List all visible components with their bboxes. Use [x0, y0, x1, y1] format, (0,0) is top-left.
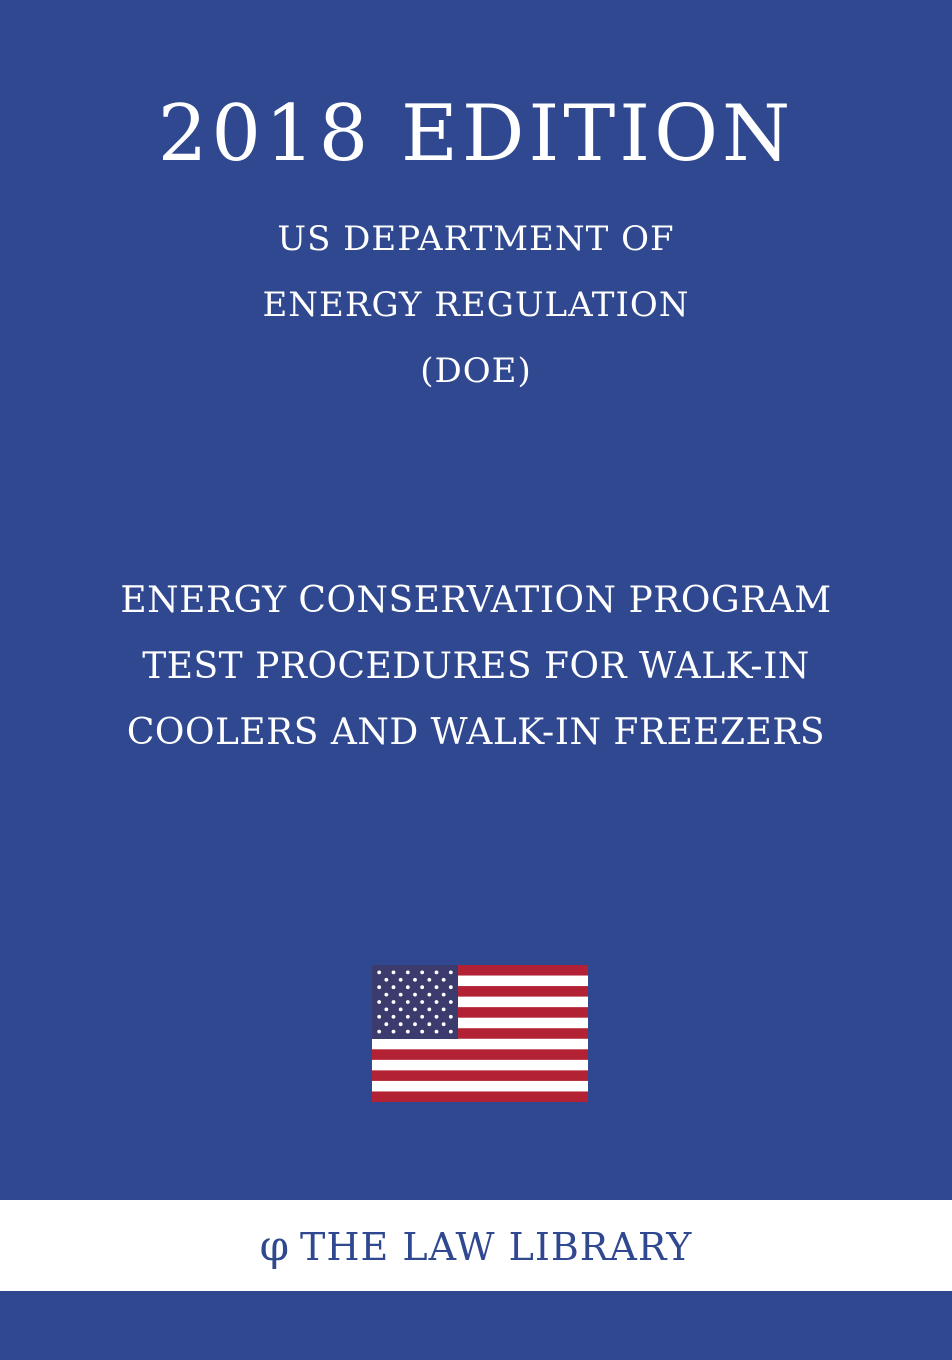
agency-block — [0, 206, 952, 404]
flag-star — [420, 985, 424, 989]
flag-star — [435, 971, 439, 975]
flag-stripe — [372, 1039, 588, 1050]
publisher-band — [0, 1200, 952, 1291]
flag-star — [406, 1000, 410, 1004]
flag-star — [420, 1000, 424, 1004]
agency-line: (DOE) — [420, 351, 532, 391]
flag-star — [420, 1015, 424, 1019]
flag-stripe — [372, 1081, 588, 1092]
flag-star — [392, 1000, 396, 1004]
flag-star — [427, 978, 431, 982]
flag-star — [377, 1030, 381, 1034]
flag-star — [427, 993, 431, 997]
flag-star — [449, 985, 453, 989]
flag-star — [442, 993, 446, 997]
flag-star — [384, 1008, 388, 1012]
flag-star — [384, 978, 388, 982]
flag-stripe — [372, 1070, 588, 1081]
flag-star — [413, 1022, 417, 1026]
flag-star — [392, 1015, 396, 1019]
book-title — [0, 568, 952, 766]
flag-star — [406, 1015, 410, 1019]
flag-star — [392, 1030, 396, 1034]
agency-line: US DEPARTMENT OF — [277, 219, 675, 259]
title-line: ENERGY CONSERVATION PROGRAM — [120, 580, 832, 621]
title-line: TEST PROCEDURES FOR WALK-IN — [142, 646, 810, 687]
flag-star — [384, 993, 388, 997]
title-line: COOLERS AND WALK-IN FREEZERS — [126, 712, 826, 753]
flag-star — [377, 985, 381, 989]
flag-stripe — [372, 1049, 588, 1060]
flag-star — [435, 985, 439, 989]
flag-star — [442, 1008, 446, 1012]
flag-star — [427, 1022, 431, 1026]
flag-star — [399, 1008, 403, 1012]
flag-star — [399, 993, 403, 997]
flag-star — [435, 1000, 439, 1004]
flag-star — [406, 985, 410, 989]
flag-star — [399, 978, 403, 982]
edition-label: 2018 EDITION — [157, 89, 795, 179]
flag-canton — [372, 965, 458, 1039]
flag-star — [420, 1030, 424, 1034]
flag-star — [413, 978, 417, 982]
flag-star — [435, 1030, 439, 1034]
flag-star — [427, 1008, 431, 1012]
flag-star — [449, 971, 453, 975]
flag-stripe — [372, 1091, 588, 1102]
flag-star — [377, 971, 381, 975]
flag-star — [413, 993, 417, 997]
flag-star — [420, 971, 424, 975]
flag-star — [406, 971, 410, 975]
flag-star — [377, 1015, 381, 1019]
flag-star — [392, 971, 396, 975]
flag-star — [384, 1022, 388, 1026]
phi-logo-icon: φ — [259, 1221, 291, 1270]
flag-star — [449, 1015, 453, 1019]
flag-star — [449, 1030, 453, 1034]
flag-star — [413, 1008, 417, 1012]
flag-star — [442, 1022, 446, 1026]
flag-star — [377, 1000, 381, 1004]
flag-star — [435, 1015, 439, 1019]
flag-stripe — [372, 1060, 588, 1071]
flag-star — [449, 1000, 453, 1004]
flag-star — [442, 978, 446, 982]
us-flag-icon — [372, 965, 588, 1102]
publisher-label: THE LAW LIBRARY — [300, 1225, 693, 1269]
flag-star — [392, 985, 396, 989]
agency-line: ENERGY REGULATION — [262, 285, 690, 325]
flag-star — [399, 1022, 403, 1026]
flag-star — [406, 1030, 410, 1034]
publisher-name — [0, 1200, 952, 1291]
